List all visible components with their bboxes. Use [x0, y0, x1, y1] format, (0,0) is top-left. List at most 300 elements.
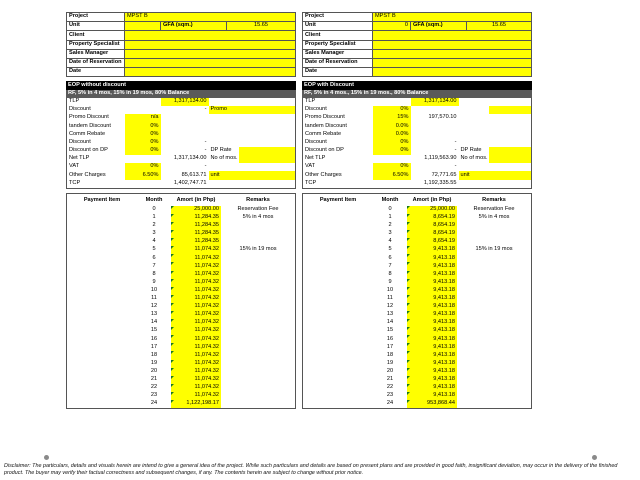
month-cell: 22 [150, 384, 158, 391]
amort-cell[interactable]: 11,074.32 [171, 368, 221, 376]
calc-amount [161, 130, 209, 138]
amort-cell[interactable]: 953,868.44 [407, 400, 457, 408]
month-cell: 7 [388, 262, 392, 269]
calc-input[interactable] [239, 106, 296, 114]
amort-cell[interactable]: 9,413.18 [407, 311, 457, 319]
payment-item-cell [67, 254, 137, 262]
right-header-table [302, 12, 532, 77]
remarks-cell [457, 238, 531, 246]
sales-manager-value[interactable] [125, 49, 296, 58]
gfa-value[interactable]: 15.65 [467, 22, 532, 31]
month-cell: 1 [388, 214, 392, 221]
schedule-row [67, 319, 295, 327]
calc-percent [373, 155, 411, 163]
payment-item-cell [67, 319, 137, 327]
amort-cell[interactable]: 9,413.18 [407, 254, 457, 262]
month-cell: 7 [152, 262, 156, 269]
month-cell: 17 [150, 343, 158, 350]
amort-cell[interactable]: 8,654.19 [407, 230, 457, 238]
payment-item-cell [303, 368, 373, 376]
calc-input [239, 180, 296, 189]
remarks-cell [457, 343, 531, 351]
property-specialist-value[interactable] [125, 40, 296, 49]
payment-item-cell [67, 368, 137, 376]
calc-tag [209, 114, 239, 122]
month-cell: 11 [387, 295, 393, 302]
calc-percent[interactable]: 0.0% [373, 122, 411, 130]
calc-amount [411, 122, 459, 130]
project-value[interactable]: MPST B [125, 13, 296, 22]
month-cell: 20 [150, 367, 158, 374]
schedule-row [67, 392, 295, 400]
schedule-row [303, 279, 531, 287]
sales-manager-label: Sales Manager [67, 49, 125, 58]
amort-cell[interactable]: 11,074.32 [171, 327, 221, 335]
calc-input [239, 122, 296, 130]
payment-item-cell [303, 335, 373, 343]
header-payment-item: Payment Item [319, 196, 357, 203]
calc-label: tandem Discount [305, 122, 347, 129]
month-cell: 18 [386, 351, 394, 358]
calc-row [303, 139, 532, 147]
calc-input [239, 130, 296, 138]
property-specialist-label: Property Specialist [303, 40, 373, 49]
calc-percent [125, 180, 161, 189]
calc-label: tandem Discount [69, 122, 111, 129]
payment-item-cell [67, 246, 137, 254]
amort-cell[interactable]: 9,413.18 [407, 319, 457, 327]
calc-tag [459, 130, 489, 138]
schedule-row [303, 343, 531, 351]
month-cell: 13 [150, 311, 158, 318]
sales-manager-label: Sales Manager [303, 49, 373, 58]
calc-input [239, 163, 296, 171]
payment-item-cell [67, 271, 137, 279]
schedule-row [303, 368, 531, 376]
calc-tag [459, 163, 489, 171]
left-calc-table [66, 98, 296, 189]
remarks-cell [457, 360, 531, 368]
amort-cell[interactable]: 11,074.32 [171, 287, 221, 295]
calc-row [67, 180, 296, 189]
amort-cell[interactable]: 11,284.35 [171, 222, 221, 230]
payment-item-cell [303, 246, 373, 254]
gfa-value[interactable]: 15.65 [227, 22, 296, 31]
schedule-row [67, 271, 295, 279]
month-cell: 3 [388, 230, 392, 237]
project-value[interactable]: MPST B [373, 13, 532, 22]
calc-input[interactable] [489, 106, 532, 114]
payment-item-cell [303, 214, 373, 222]
month-cell: 14 [386, 319, 394, 326]
calc-tag: No of mos. [210, 155, 238, 162]
schedule-row [67, 335, 295, 343]
payment-item-cell [303, 351, 373, 359]
amort-cell[interactable]: 11,074.32 [171, 303, 221, 311]
amort-cell[interactable]: 25,000.00 [407, 206, 457, 214]
remarks-cell [221, 343, 295, 351]
calc-row [67, 139, 296, 147]
project-label: Project [67, 13, 125, 22]
remarks-cell [221, 360, 295, 368]
remarks-cell [457, 287, 531, 295]
payment-item-cell [303, 279, 373, 287]
calc-row [303, 122, 532, 130]
amort-cell[interactable]: 9,413.18 [407, 327, 457, 335]
remarks-cell [221, 351, 295, 359]
calc-percent [125, 98, 161, 106]
schedule-row [67, 327, 295, 335]
calc-amount: - [204, 138, 207, 145]
amort-cell[interactable]: 8,654.19 [407, 238, 457, 246]
payment-item-cell [67, 311, 137, 319]
month-cell: 0 [152, 206, 156, 212]
remarks-cell [457, 400, 531, 408]
calc-input [489, 130, 532, 138]
calc-amount: 1,192,335.55 [423, 179, 457, 186]
calc-label: Promo Discount [69, 114, 109, 121]
month-cell: 1 [152, 214, 156, 221]
schedule-row [303, 303, 531, 311]
calc-percent[interactable]: 0% [373, 139, 411, 147]
remarks-cell [221, 222, 295, 230]
schedule-row [303, 206, 531, 214]
calc-row [67, 130, 296, 138]
month-cell: 6 [152, 254, 156, 261]
amort-cell[interactable]: 11,074.32 [171, 254, 221, 262]
amort-cell[interactable]: 9,413.18 [407, 343, 457, 351]
payment-item-cell [303, 295, 373, 303]
gfa-label: GFA (sqm.) [161, 22, 227, 31]
payment-item-cell [303, 254, 373, 262]
calc-label: TCP [69, 179, 81, 186]
month-cell: 17 [386, 343, 394, 350]
amort-cell[interactable]: 11,284.35 [171, 238, 221, 246]
month-cell: 9 [152, 278, 156, 285]
calc-label: Discount [305, 106, 327, 113]
calc-row [67, 114, 296, 122]
calc-input [239, 98, 296, 106]
month-cell: 13 [386, 311, 394, 318]
schedule-row [303, 376, 531, 384]
schedule-row [67, 376, 295, 384]
remarks-cell [457, 311, 531, 319]
amort-cell[interactable]: 9,413.18 [407, 376, 457, 384]
calc-percent[interactable]: 0% [125, 163, 161, 171]
project-label: Project [303, 13, 373, 22]
amort-cell[interactable]: 8,654.19 [407, 222, 457, 230]
schedule-row [67, 287, 295, 295]
remarks-cell: 5% in 4 mos [478, 214, 510, 221]
client-value[interactable] [373, 31, 532, 40]
calc-row [303, 130, 532, 138]
amort-cell[interactable]: 9,413.18 [407, 392, 457, 400]
payment-item-cell [303, 271, 373, 279]
schedule-row [303, 230, 531, 238]
calc-tag [459, 180, 489, 189]
calc-amount[interactable]: 1,317,134.00 [411, 98, 459, 106]
amort-cell[interactable]: 11,074.32 [171, 311, 221, 319]
amort-cell[interactable]: 11,074.32 [171, 343, 221, 351]
remarks-cell [221, 230, 295, 238]
amort-cell[interactable]: 11,074.32 [171, 392, 221, 400]
remarks-cell [457, 327, 531, 335]
schedule-row [303, 392, 531, 400]
calc-percent[interactable]: n/a [125, 114, 161, 122]
left-panel-eop-without-discount [66, 12, 296, 409]
calc-percent[interactable]: 0% [373, 163, 411, 171]
calc-amount: 72,771.65 [431, 171, 457, 178]
calc-input [489, 139, 532, 147]
remarks-cell: Reservation Fee [237, 206, 279, 212]
payment-item-cell [67, 360, 137, 368]
month-cell: 14 [150, 319, 158, 326]
amort-cell[interactable]: 11,284.35 [171, 214, 221, 222]
calc-label: Net TLP [305, 155, 326, 162]
schedule-row [303, 311, 531, 319]
calc-amount[interactable]: 1,317,134.00 [161, 98, 209, 106]
amort-cell[interactable]: 1,122,198.17 [171, 400, 221, 408]
calc-input[interactable] [489, 147, 532, 155]
calc-percent[interactable]: 0% [125, 122, 161, 130]
band-title: EOP without discount [66, 81, 296, 89]
amort-cell[interactable]: 9,413.18 [407, 271, 457, 279]
payment-item-cell [67, 287, 137, 295]
right-circle-marker [592, 455, 597, 460]
schedule-row [303, 222, 531, 230]
month-cell: 22 [386, 384, 394, 391]
schedule-row [303, 319, 531, 327]
amort-cell[interactable]: 11,074.32 [171, 335, 221, 343]
month-cell: 23 [386, 392, 394, 399]
month-cell: 21 [150, 375, 158, 382]
amort-cell[interactable]: 11,074.32 [171, 384, 221, 392]
remarks-cell [221, 271, 295, 279]
schedule-row [67, 279, 295, 287]
amort-cell[interactable]: 11,074.32 [171, 262, 221, 270]
calc-input [239, 139, 296, 147]
month-cell: 5 [388, 246, 392, 253]
calc-percent [373, 98, 411, 106]
client-value[interactable] [125, 31, 296, 40]
calc-row [67, 98, 296, 106]
schedule-row [303, 246, 531, 254]
calc-percent[interactable]: 0% [373, 106, 411, 114]
calc-input[interactable] [489, 171, 532, 179]
amort-cell[interactable]: 11,074.32 [171, 271, 221, 279]
amort-cell[interactable]: 8,654.19 [407, 214, 457, 222]
month-cell: 3 [152, 230, 156, 237]
calc-label: Discount [69, 106, 91, 113]
remarks-cell [221, 254, 295, 262]
property-specialist-value[interactable] [373, 40, 532, 49]
month-cell: 15 [386, 327, 394, 334]
amort-cell[interactable]: 11,074.32 [171, 360, 221, 368]
amort-cell[interactable]: 11,074.32 [171, 319, 221, 327]
payment-item-cell [67, 384, 137, 392]
calc-label: Other Charges [69, 171, 106, 178]
month-cell: 19 [386, 359, 394, 366]
payment-item-cell [303, 222, 373, 230]
payment-item-cell [303, 287, 373, 295]
gfa-label: GFA (sqm.) [411, 22, 467, 31]
remarks-cell [457, 222, 531, 230]
payment-item-cell [303, 327, 373, 335]
calc-label: VAT [305, 163, 316, 170]
date-label: Date [67, 68, 125, 77]
calc-amount: 1,119,563.90 [424, 155, 457, 162]
calc-input [239, 114, 296, 122]
schedule-row [303, 271, 531, 279]
remarks-cell [221, 295, 295, 303]
month-cell: 15 [150, 327, 158, 334]
unit-value[interactable]: 0 [373, 22, 411, 31]
calc-row [67, 106, 296, 114]
payment-item-cell [67, 279, 137, 287]
calc-percent [125, 155, 161, 163]
amort-cell[interactable]: 11,074.32 [171, 279, 221, 287]
month-cell: 16 [386, 335, 394, 342]
payment-item-cell [303, 303, 373, 311]
month-cell: 5 [152, 246, 156, 253]
calc-input[interactable] [239, 155, 296, 163]
month-cell: 2 [388, 222, 392, 229]
schedule-row [67, 368, 295, 376]
payment-item-cell [303, 230, 373, 238]
calc-amount: - [204, 106, 207, 113]
date-of-reservation-value[interactable] [373, 58, 532, 67]
amort-cell[interactable]: 9,413.18 [407, 262, 457, 270]
calc-amount: 1,402,747.71 [173, 179, 207, 186]
date-of-reservation-value[interactable] [125, 58, 296, 67]
remarks-cell [457, 335, 531, 343]
calc-amount [161, 114, 209, 122]
date-value[interactable] [125, 68, 296, 77]
remarks-cell [221, 279, 295, 287]
calc-row [303, 106, 532, 114]
calc-percent[interactable]: 6.50% [125, 171, 161, 179]
disclaimer-text: Disclaimer: The particulars, details and visuals herein are intend to give a general idea of the project. While such particulars and details are based on present plans and are provided in good faith, insignificant deviation, may occur in the delivery of the finished product. The buyer may verify their factual correctness and subsequent changes, if any. The contents herein are subject to change without prior notice. [4, 463, 618, 476]
remarks-cell: 15% in 19 mos [475, 246, 513, 253]
unit-value[interactable] [125, 22, 161, 31]
remarks-cell [457, 368, 531, 376]
month-cell: 23 [150, 392, 158, 399]
month-cell: 20 [386, 367, 394, 374]
calc-percent[interactable]: 15% [373, 114, 411, 122]
schedule-row [67, 400, 295, 408]
remarks-cell [457, 351, 531, 359]
calc-label: VAT [69, 163, 80, 170]
remarks-cell [457, 254, 531, 262]
amort-cell[interactable]: 9,413.18 [407, 351, 457, 359]
calc-percent[interactable]: 0.0% [373, 130, 411, 138]
calc-amount [411, 130, 459, 138]
amort-cell[interactable]: 9,413.18 [407, 360, 457, 368]
amort-cell[interactable]: 9,413.18 [407, 279, 457, 287]
amort-cell[interactable]: 11,284.35 [171, 230, 221, 238]
schedule-row [67, 360, 295, 368]
schedule-row [303, 214, 531, 222]
calc-percent[interactable]: 0% [125, 147, 161, 155]
date-value[interactable] [373, 68, 532, 77]
calc-tag [209, 122, 239, 130]
calc-percent[interactable]: 0% [125, 130, 161, 138]
amort-cell[interactable]: 11,074.32 [171, 376, 221, 384]
month-cell: 6 [388, 254, 392, 261]
sales-manager-value[interactable] [373, 49, 532, 58]
schedule-row [67, 230, 295, 238]
payment-item-cell [67, 222, 137, 230]
schedule-row [303, 295, 531, 303]
header-remarks: Remarks [246, 196, 270, 203]
amort-cell[interactable]: 25,000.00 [171, 206, 221, 214]
header-amort: Amort (in Php) [176, 196, 216, 203]
payment-item-cell [67, 303, 137, 311]
left-header-table [66, 12, 296, 77]
left-band-table [66, 81, 296, 97]
amort-cell[interactable]: 9,413.18 [407, 335, 457, 343]
remarks-cell [457, 262, 531, 270]
payment-item-cell [303, 360, 373, 368]
calc-tag [209, 163, 239, 171]
remarks-cell [457, 392, 531, 400]
header-amort: Amort (in Php) [412, 196, 452, 203]
calc-input [489, 163, 532, 171]
calc-label: Discount on DP [305, 147, 344, 154]
amort-cell[interactable]: 9,413.18 [407, 368, 457, 376]
calc-amount: - [204, 147, 207, 154]
calc-row [303, 147, 532, 155]
calc-input[interactable] [239, 171, 296, 179]
schedule-row [67, 206, 295, 214]
calc-input[interactable] [239, 147, 296, 155]
calc-tag [459, 122, 489, 130]
calc-tag [459, 106, 489, 114]
header-month: Month [381, 196, 399, 203]
right-band-table [302, 81, 532, 97]
date-label: Date [303, 68, 373, 77]
amort-cell[interactable]: 11,074.32 [171, 351, 221, 359]
payment-item-cell [67, 351, 137, 359]
payment-item-cell [67, 238, 137, 246]
calc-label: Comm Rebate [305, 130, 342, 137]
schedule-row [67, 254, 295, 262]
amort-cell[interactable]: 11,074.32 [171, 246, 221, 254]
calc-tag [209, 139, 239, 147]
amort-cell[interactable]: 9,413.18 [407, 303, 457, 311]
remarks-cell [221, 392, 295, 400]
calc-percent[interactable]: 6.50% [373, 171, 411, 179]
calc-amount: 197,570.10 [428, 114, 457, 121]
calc-input[interactable] [489, 155, 532, 163]
amort-cell[interactable]: 9,413.18 [407, 295, 457, 303]
schedule-row [67, 303, 295, 311]
amort-cell[interactable]: 9,413.18 [407, 384, 457, 392]
payment-item-cell [303, 384, 373, 392]
schedule-row [303, 360, 531, 368]
calc-percent[interactable]: 0% [125, 139, 161, 147]
remarks-cell [221, 327, 295, 335]
schedule-row [303, 335, 531, 343]
payment-item-cell [67, 206, 137, 214]
amort-cell[interactable]: 9,413.18 [407, 287, 457, 295]
unit-label: Unit [303, 22, 373, 31]
calc-percent[interactable]: 0% [373, 147, 411, 155]
amort-cell[interactable]: 11,074.32 [171, 295, 221, 303]
remarks-cell [221, 376, 295, 384]
month-cell: 8 [388, 270, 392, 277]
amort-cell[interactable]: 9,413.18 [407, 246, 457, 254]
